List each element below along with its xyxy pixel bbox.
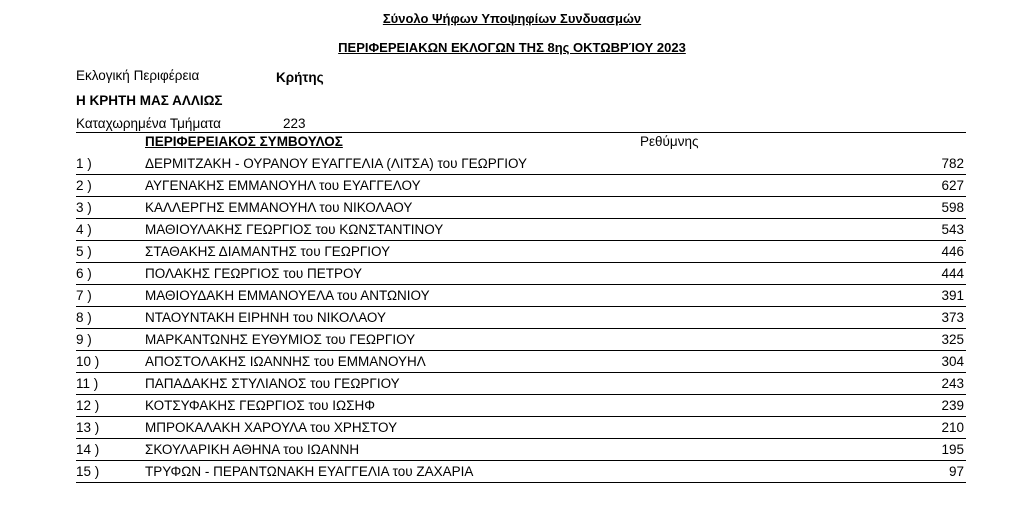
- candidate-name: ΑΥΓΕΝΑΚΗΣ ΕΜΜΑΝΟΥΗΛ του ΕΥΑΓΓΕΛΟΥ: [145, 178, 421, 193]
- party-name: Η ΚΡΗΤΗ ΜΑΣ ΑΛΛΙΩΣ: [76, 93, 223, 108]
- candidate-name: ΜΑΡΚΑΝΤΩΝΗΣ ΕΥΘΥΜΙΟΣ του ΓΕΩΡΓΙΟΥ: [145, 332, 416, 347]
- table-row: [76, 308, 966, 329]
- candidate-name: ΠΑΠΑΔΑΚΗΣ ΣΤΥΛΙΑΝΟΣ του ΓΕΩΡΓΙΟΥ: [145, 376, 400, 391]
- row-number: 9 ): [76, 332, 92, 347]
- candidate-name: ΝΤΑΟΥΝΤΑΚΗ ΕΙΡΗΝΗ του ΝΙΚΟΛΑΟΥ: [145, 310, 386, 325]
- row-number: 15 ): [76, 464, 100, 479]
- vote-count: 446: [941, 244, 964, 259]
- row-number: 12 ): [76, 398, 100, 413]
- row-number: 10 ): [76, 354, 100, 369]
- candidate-name: ΣΤΑΘΑΚΗΣ ΔΙΑΜΑΝΤΗΣ του ΓΕΩΡΓΙΟΥ: [145, 244, 391, 259]
- table-row: [76, 462, 966, 483]
- candidate-name: ΤΡΥΦΩΝ - ΠΕΡΑΝΤΩΝΑΚΗ ΕΥΑΓΓΕΛΙΑ του ΖΑΧΑΡΙΑ: [145, 464, 474, 479]
- column-header-candidate: ΠΕΡΙΦΕΡΕΙΑΚΟΣ ΣΥΜΒΟΥΛΟΣ: [145, 134, 343, 149]
- table-row: [76, 418, 966, 439]
- region-value: Κρήτης: [276, 70, 324, 85]
- table-row: [76, 220, 966, 241]
- vote-count: 325: [941, 332, 964, 347]
- candidate-name: ΜΠΡΟΚΑΛΑΚΗ ΧΑΡΟΥΛΑ του ΧΡΗΣΤΟΥ: [145, 420, 398, 435]
- candidate-name: ΜΑΘΙΟΥΔΑΚΗ ΕΜΜΑΝΟΥΕΛΑ του ΑΝΤΩΝΙΟΥ: [145, 288, 430, 303]
- candidate-name: ΚΑΛΛΕΡΓΗΣ ΕΜΜΑΝΟΥΗΛ του ΝΙΚΟΛΑΟΥ: [145, 200, 413, 215]
- table-top-rule: [76, 132, 966, 133]
- candidate-name: ΑΠΟΣΤΟΛΑΚΗΣ ΙΩΑΝΝΗΣ του ΕΜΜΑΝΟΥΗΛ: [145, 354, 426, 369]
- row-number: 6 ): [76, 266, 92, 281]
- candidate-name: ΣΚΟΥΛΑΡΙΚΗ ΑΘΗΝΑ του ΙΩΑΝΝΗ: [145, 442, 360, 457]
- document-subtitle: ΠΕΡΙΦΕΡΕΙΑΚΩΝ ΕΚΛΟΓΩΝ ΤΗΣ 8ης ΟΚΤΩΒΡΊΟΥ 2023: [338, 40, 686, 55]
- table-row: [76, 440, 966, 461]
- column-header-area: Ρεθύμνης: [640, 134, 699, 149]
- table-row: [76, 176, 966, 197]
- row-number: 2 ): [76, 178, 92, 193]
- candidate-name: ΜΑΘΙΟΥΛΑΚΗΣ ΓΕΩΡΓΙΟΣ του ΚΩΝΣΤΑΝΤΙΝΟΥ: [145, 222, 444, 237]
- row-number: 3 ): [76, 200, 92, 215]
- vote-count: 782: [941, 156, 964, 171]
- vote-count: 243: [941, 376, 964, 391]
- vote-count: 239: [941, 398, 964, 413]
- table-row: [76, 154, 966, 175]
- table-row: [76, 352, 966, 373]
- table-row: [76, 396, 966, 417]
- row-number: 5 ): [76, 244, 92, 259]
- sections-label: Καταχωρημένα Τμήματα: [76, 116, 221, 131]
- row-number: 4 ): [76, 222, 92, 237]
- table-row: [76, 264, 966, 285]
- vote-count: 97: [948, 464, 964, 479]
- vote-count: 598: [941, 200, 964, 215]
- row-number: 1 ): [76, 156, 92, 171]
- row-number: 7 ): [76, 288, 92, 303]
- candidate-name: ΚΟΤΣΥΦΑΚΗΣ ΓΕΩΡΓΙΟΣ του ΙΩΣΗΦ: [145, 398, 375, 413]
- table-row: [76, 286, 966, 307]
- vote-count: 373: [941, 310, 964, 325]
- results-table: [76, 154, 966, 484]
- row-number: 8 ): [76, 310, 92, 325]
- row-number: 11 ): [76, 376, 99, 391]
- candidate-name: ΠΟΛΑΚΗΣ ΓΕΩΡΓΙΟΣ του ΠΕΤΡΟΥ: [145, 266, 363, 281]
- vote-count: 304: [941, 354, 964, 369]
- table-row: [76, 198, 966, 219]
- candidate-name: ΔΕΡΜΙΤΖΑΚΗ - ΟΥΡΑΝΟΥ ΕΥΑΓΓΕΛΙΑ (ΛΙΤΣΑ) του ΓΕΩΡΓΙΟΥ: [145, 156, 528, 171]
- row-number: 14 ): [76, 442, 100, 457]
- document-title: Σύνολο Ψήφων Υποψηφίων Συνδυασμών: [382, 11, 642, 26]
- vote-count: 195: [941, 442, 964, 457]
- row-number: 13 ): [76, 420, 100, 435]
- vote-count: 444: [941, 266, 964, 281]
- region-label: Εκλογική Περιφέρεια: [76, 68, 200, 83]
- vote-count: 543: [941, 222, 964, 237]
- vote-count: 627: [941, 178, 964, 193]
- table-row: [76, 242, 966, 263]
- vote-count: 210: [941, 420, 964, 435]
- vote-count: 391: [941, 288, 964, 303]
- table-row: [76, 374, 966, 395]
- sections-value: 223: [283, 116, 306, 131]
- table-row: [76, 330, 966, 351]
